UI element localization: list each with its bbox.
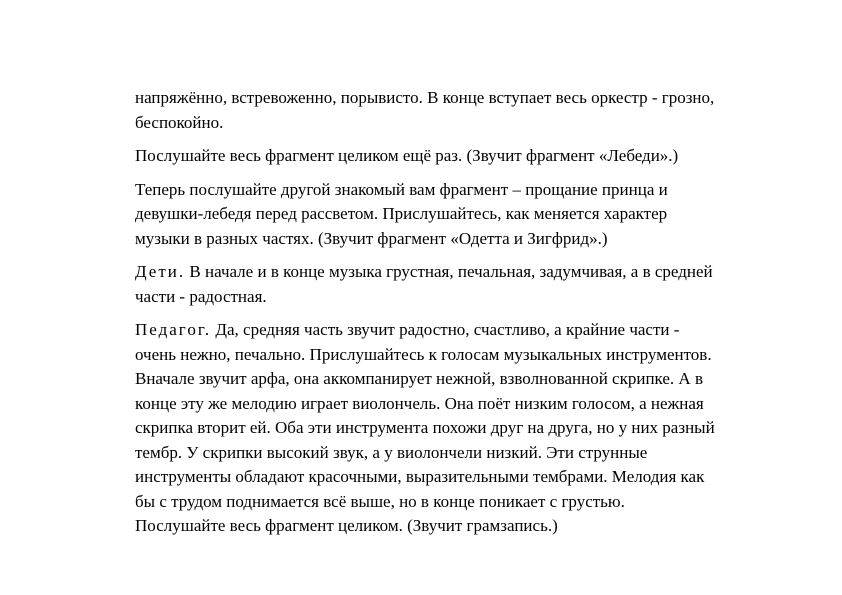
text-line: конце эту же мелодию играет виолончель. Она поёт низким голосом, а нежная — [135, 393, 704, 413]
text-line: Послушайте весь фрагмент целиком ещё раз. (Звучит фрагмент «Лебеди».) — [135, 146, 679, 165]
speech-text: В начале и в конце музыка грустная, печальная, задумчивая, а в средней — [185, 262, 713, 281]
text-line: Послушайте весь фрагмент целиком. (Звучит грамзапись.) — [135, 516, 558, 535]
text-line — [135, 260, 775, 285]
text-line: бы с трудом поднимается всё выше, но в конце поникает с грустью. — [135, 491, 625, 511]
text-line: напряжённо, встревоженно, порывисто. В конце вступает весь оркестр - грозно, — [135, 88, 715, 107]
text-line: части - радостная. — [135, 286, 267, 306]
speaker-label: Педагог. — [135, 320, 212, 339]
document-body — [135, 86, 775, 548]
text-line: Вначале звучит арфа, она аккомпанирует нежной, взволнованной скрипке. А в — [135, 369, 703, 388]
text-line: Теперь послушайте другой знакомый вам фрагмент – прощание принца и — [135, 179, 668, 199]
text-line: скрипка вторит ей. Оба эти инструмента похожи друг на друга, но у них разный — [135, 418, 715, 437]
paragraph-listen-again — [135, 144, 775, 169]
text-line: музыки в разных частях. (Звучит фрагмент «Одетта и Зигфрид».) — [135, 228, 608, 248]
speech-text: Да, средняя часть звучит радостно, счастливо, а крайние части - — [211, 320, 680, 339]
text-line — [135, 318, 775, 343]
paragraph-teacher-answer — [135, 318, 775, 539]
speaker-label: Дети. — [135, 262, 186, 281]
text-line: очень нежно, печально. Прислушайтесь к голосам музыкальных инструментов. — [135, 344, 712, 364]
paragraph-children-answer — [135, 260, 775, 309]
text-line: девушки-лебедя перед рассветом. Прислушайтесь, как меняется характер — [135, 204, 668, 223]
text-line: инструменты обладают красочными, выразительными тембрами. Мелодия как — [135, 467, 705, 486]
paragraph-farewell — [135, 178, 775, 252]
text-line: тембр. У скрипки высокий звук, а у виолончели низкий. Эти струнные — [135, 442, 648, 462]
text-line: беспокойно. — [135, 112, 224, 132]
paragraph-orchestra — [135, 86, 775, 135]
